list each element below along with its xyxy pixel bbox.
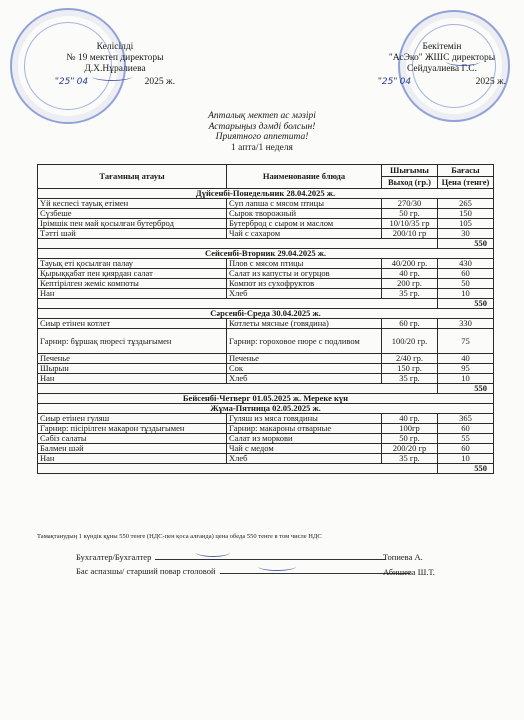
dish-price: 10 <box>438 374 494 384</box>
day-heading-row <box>38 404 494 414</box>
signature-mark-right <box>446 57 480 66</box>
table-row <box>38 424 494 434</box>
table-row <box>38 454 494 464</box>
dish-name-ru: Салат из капусты и огурцов <box>227 269 382 279</box>
day-total-spacer <box>38 384 438 394</box>
day-total-row <box>38 384 494 394</box>
dish-name-ru: Сырок творожный <box>227 209 382 219</box>
dish-name-ru: Плов с мясом птицы <box>227 259 382 269</box>
dish-price: 50 <box>438 279 494 289</box>
approval-block-left <box>55 42 175 88</box>
header-yield-ru: Выход (гр.) <box>382 177 438 189</box>
dish-name-ru: Гарнир: гороховое пюре с подливом <box>227 329 382 354</box>
dish-name-kz: Гарнир: бұршақ пюресі тұздығымен <box>38 329 227 354</box>
dish-name-kz: Балмен шәй <box>38 444 227 454</box>
dish-name-ru: Сок <box>227 364 382 374</box>
dish-yield: 100/20 гр. <box>382 329 438 354</box>
approval-left-position: № 19 мектеп директоры <box>66 53 164 63</box>
day-heading-row <box>38 394 494 404</box>
header-dish-name-ru: Наименование блюда <box>227 165 382 189</box>
day-total-spacer <box>38 299 438 309</box>
dish-name-ru: Бутерброд с сыром и маслом <box>227 219 382 229</box>
approval-left-day: 25 <box>58 77 71 87</box>
dish-price: 30 <box>438 229 494 239</box>
day-total: 550 <box>438 384 494 394</box>
dish-name-ru: Печенье <box>227 354 382 364</box>
day-total-row <box>38 299 494 309</box>
dish-yield: 40 гр. <box>382 414 438 424</box>
table-row <box>38 229 494 239</box>
dish-yield: 35 гр. <box>382 289 438 299</box>
dish-name-kz: Печенье <box>38 354 227 364</box>
dish-price: 265 <box>438 199 494 209</box>
approval-right-heading: Бекітемін <box>422 42 462 52</box>
day-total: 550 <box>438 239 494 249</box>
weekly-menu-table <box>37 164 494 474</box>
cook-label: Бас аспазшы/ старший повар столовой <box>76 566 216 576</box>
day-heading: Сейсенбі-Вторник 29.04.2025 ж. <box>38 249 494 259</box>
approval-left-heading: Келісілді <box>96 42 134 52</box>
dish-name-kz: Шырын <box>38 364 227 374</box>
dish-price: 10 <box>438 289 494 299</box>
approval-left-month: 04 <box>76 77 89 87</box>
dish-price: 95 <box>438 364 494 374</box>
dish-name-ru: Чай с сахаром <box>227 229 382 239</box>
header-dish-name-kz: Тағамның атауы <box>38 165 227 189</box>
table-row <box>38 374 494 384</box>
cook-signature <box>258 562 296 571</box>
day-total-spacer <box>38 464 438 474</box>
dish-price: 40 <box>438 354 494 364</box>
dish-name-ru: Компот из сухофруктов <box>227 279 382 289</box>
dish-yield: 200/20 гр <box>382 444 438 454</box>
dish-yield: 40/200 гр. <box>382 259 438 269</box>
day-total-spacer <box>38 239 438 249</box>
cook-name: Абишева Ш.Т. <box>383 567 435 577</box>
dish-yield: 200/10 гр <box>382 229 438 239</box>
dish-name-kz: Нан <box>38 454 227 464</box>
accountant-signature <box>196 548 230 557</box>
table-row <box>38 279 494 289</box>
dish-name-kz: Сиыр етінен гуляш <box>38 414 227 424</box>
dish-name-ru: Хлеб <box>227 289 382 299</box>
menu-title-wish-ru: Приятного аппетита! <box>215 132 309 142</box>
dish-price: 75 <box>438 329 494 354</box>
menu-title-wish-kz: Астарыңыз дәмді болсын! <box>208 121 316 132</box>
dish-name-kz: Үй кеспесі тауық етімен <box>38 199 227 209</box>
dish-yield: 150 гр. <box>382 364 438 374</box>
dish-yield: 200 гр. <box>382 279 438 289</box>
approval-right-day: 25 <box>381 77 394 87</box>
day-total-row <box>38 464 494 474</box>
day-heading-row <box>38 249 494 259</box>
dish-name-ru: Салат из моркови <box>227 434 382 444</box>
dish-name-kz: Сиыр етінен котлет <box>38 319 227 329</box>
menu-week: 1 апта/1 неделя <box>231 142 293 153</box>
dish-name-kz: Сәбіз салаты <box>38 434 227 444</box>
approval-right-position: "АсЭко" ЖШС директоры <box>388 53 496 63</box>
table-row <box>38 259 494 269</box>
table-row <box>38 354 494 364</box>
dish-yield: 60 гр. <box>382 319 438 329</box>
day-total: 550 <box>438 299 494 309</box>
day-heading: Жұма-Пятница 02.05.2025 ж. <box>38 404 494 414</box>
dish-name-ru: Хлеб <box>227 374 382 384</box>
dish-price: 150 <box>438 209 494 219</box>
dish-price: 60 <box>438 444 494 454</box>
dish-price: 105 <box>438 219 494 229</box>
dish-price: 10 <box>438 454 494 464</box>
dish-yield: 35 гр. <box>382 374 438 384</box>
accountant-name: Топиева А. <box>383 552 423 562</box>
header-price-ru: Цена (тенге) <box>438 177 494 189</box>
dish-name-kz: Тәтті шәй <box>38 229 227 239</box>
dish-price: 365 <box>438 414 494 424</box>
cook-signature-line <box>76 566 410 576</box>
approval-left-year: 2025 ж. <box>144 77 175 87</box>
table-row <box>38 329 494 354</box>
dish-yield: 100гр <box>382 424 438 434</box>
dish-name-ru: Котлеты мясные (говядина) <box>227 319 382 329</box>
table-row <box>38 434 494 444</box>
accountant-label: Бухгалтер/Бухгалтер <box>76 552 152 562</box>
dish-name-ru: Гарнир: макароны отварные <box>227 424 382 434</box>
approval-right-signer: Сейдуалиева Г.С. <box>406 64 477 74</box>
dish-name-ru: Гуляш из мяса говядины <box>227 414 382 424</box>
day-heading: Сәрсенбі-Среда 30.04.2025 ж. <box>38 309 494 319</box>
table-row <box>38 364 494 374</box>
table-row <box>38 289 494 299</box>
day-heading: Бейсенбі-Четверг 01.05.2025 ж. Мереке күн <box>38 394 494 404</box>
dish-name-ru: Чай с медом <box>227 444 382 454</box>
dish-price: 330 <box>438 319 494 329</box>
accountant-signature-line <box>76 552 385 562</box>
dish-price: 430 <box>438 259 494 269</box>
dish-name-kz: Ірімшік пен май қосылған бутерброд <box>38 219 227 229</box>
approval-right-month: 04 <box>399 77 412 87</box>
dish-price: 55 <box>438 434 494 444</box>
dish-name-kz: Қырыққабат пен қиярдан салат <box>38 269 227 279</box>
dish-yield: 50 гр. <box>382 209 438 219</box>
price-note: Тамақтанудың 1 күндік құны 550 тенге (НДС-пен қоса алғанда) цена обеда 550 тенге в том числе НДС <box>37 533 322 540</box>
day-heading-row <box>38 189 494 199</box>
day-total: 550 <box>438 464 494 474</box>
dish-name-kz: Нан <box>38 374 227 384</box>
dish-yield: 2/40 гр. <box>382 354 438 364</box>
dish-name-kz: Гарнир: пісірілген макарон тұздығымен <box>38 424 227 434</box>
table-header-row <box>38 165 494 177</box>
dish-name-kz: Тауық еті қосылған палау <box>38 259 227 269</box>
dish-name-ru: Хлеб <box>227 454 382 464</box>
dish-yield: 50 гр. <box>382 434 438 444</box>
header-price-kz: Бағасы <box>438 165 494 177</box>
dish-yield: 270/30 <box>382 199 438 209</box>
dish-yield: 10/10/35 гр <box>382 219 438 229</box>
dish-name-kz: Нан <box>38 289 227 299</box>
dish-price: 60 <box>438 269 494 279</box>
table-row <box>38 269 494 279</box>
table-row <box>38 319 494 329</box>
table-row <box>38 199 494 209</box>
approval-right-date: "25" 04 2025 ж. <box>378 77 506 87</box>
approval-left-signer: Д.Х.Нұралиева <box>84 64 146 74</box>
dish-price: 60 <box>438 424 494 434</box>
approval-left-date: "25" 04 2025 ж. <box>55 77 175 87</box>
day-heading-row <box>38 309 494 319</box>
menu-title-kz: Апталық мектеп ас мәзірі <box>208 111 316 121</box>
menu-title <box>0 111 524 153</box>
signature-mark-left <box>92 72 132 81</box>
day-heading: Дүйсенбі-Понедельник 28.04.2025 ж. <box>38 189 494 199</box>
table-row <box>38 219 494 229</box>
dish-name-kz: Сүзбеше <box>38 209 227 219</box>
approval-right-year: 2025 ж. <box>475 77 506 87</box>
table-row <box>38 444 494 454</box>
table-row <box>38 209 494 219</box>
day-total-row <box>38 239 494 249</box>
dish-name-ru: Суп лапша с мясом птицы <box>227 199 382 209</box>
dish-yield: 35 гр. <box>382 454 438 464</box>
approval-block-right <box>378 42 506 88</box>
dish-yield: 40 гр. <box>382 269 438 279</box>
header-yield-kz: Шығымы <box>382 165 438 177</box>
table-row <box>38 414 494 424</box>
dish-name-kz: Кептірілген жеміс компоты <box>38 279 227 289</box>
